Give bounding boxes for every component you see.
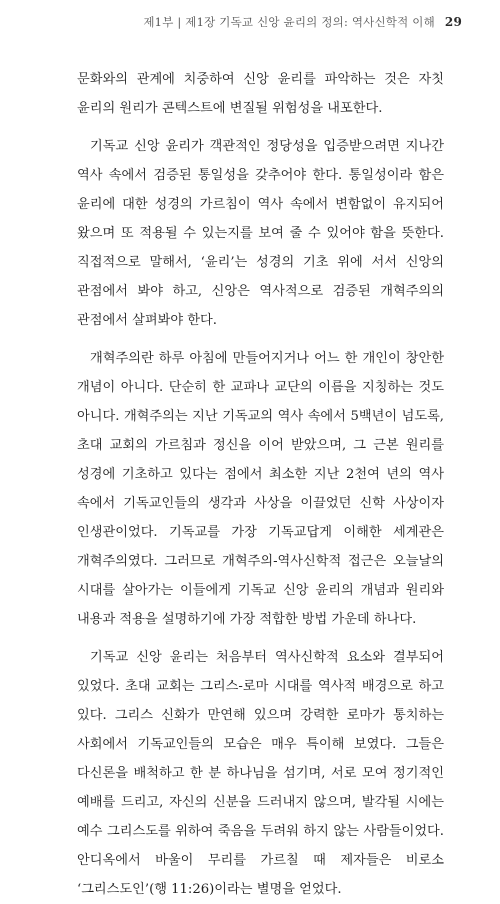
body-text <box>77 65 444 904</box>
running-title: 제1부 | 제1장 기독교 신앙 윤리의 정의: 역사신학적 이해 <box>143 15 435 29</box>
page-number: 29 <box>444 15 462 29</box>
paragraph: 기독교 신앙 윤리가 객관적인 정당성을 입증받으려면 지나간 역사 속에서 검증된 통일성을 갖추어야 한다. 통일성이라 함은 윤리에 대한 성경의 가르침이 역사 속에서 변함없이 유지되어 왔으며 또 적용될 수 있는지를 보여 줄 수 있어야 함을 뜻한다. 직접적으로 말해서, ‘윤리’는 성경의 기초 위에 서서 신앙의 관점에서 봐야 하고, 신앙은 역사적으로 검증된 개혁주의의 관점에서 살펴봐야 한다. <box>77 139 444 328</box>
paragraph: 기독교 신앙 윤리는 처음부터 역사신학적 요소와 결부되어 있었다. 초대 교회는 그리스-로마 시대를 역사적 배경으로 하고 있다. 그리스 신화가 만연해 있으며 강력한 로마가 통치하는 사회에서 기독교인들의 모습은 매우 특이해 보였다. 그들은 다신론을 배척하고 한 분 하나님을 섬기며, 서로 모여 정기적인 예배를 드리고, 자신의 신분을 드러내지 않으며, 발각될 시에는 예수 그리스도를 위하여 죽음을 두려워 하지 않는 사람들이었다. 안디옥에서 바울이 무리를 가르칠 때 제자들은 비로소 ‘그리스도인’(행 11:26)이라는 별명을 얻었다. <box>77 650 444 897</box>
running-header <box>60 14 462 30</box>
paragraph-continuation: 문화와의 관계에 치중하여 신앙 윤리를 파악하는 것은 자칫 윤리의 원리가 콘텍스트에 변질될 위험성을 내포한다. <box>77 72 444 116</box>
paragraph: 개혁주의란 하루 아침에 만들어지거나 어느 한 개인이 창안한 개념이 아니다. 단순히 한 교파나 교단의 이름을 지칭하는 것도 아니다. 개혁주의는 지난 기독교의 역사 속에서 5백년이 넘도록, 초대 교회의 가르침과 정신을 이어 받았으며, 그 근본 원리를 성경에 기초하고 있다는 점에서 최소한 지난 2천여 년의 역사 속에서 기독교인들의 생각과 사상을 이끌었던 신학 사상이자 인생관이었다. 기독교를 가장 기독교답게 이해한 세계관은 개혁주의였다. 그러므로 개혁주의-역사신학적 접근은 오늘날의 시대를 살아가는 이들에게 기독교 신앙 윤리의 개념과 원리와 내용과 적용을 설명하기에 가장 적합한 방법 가운데 하나다. <box>77 351 444 627</box>
